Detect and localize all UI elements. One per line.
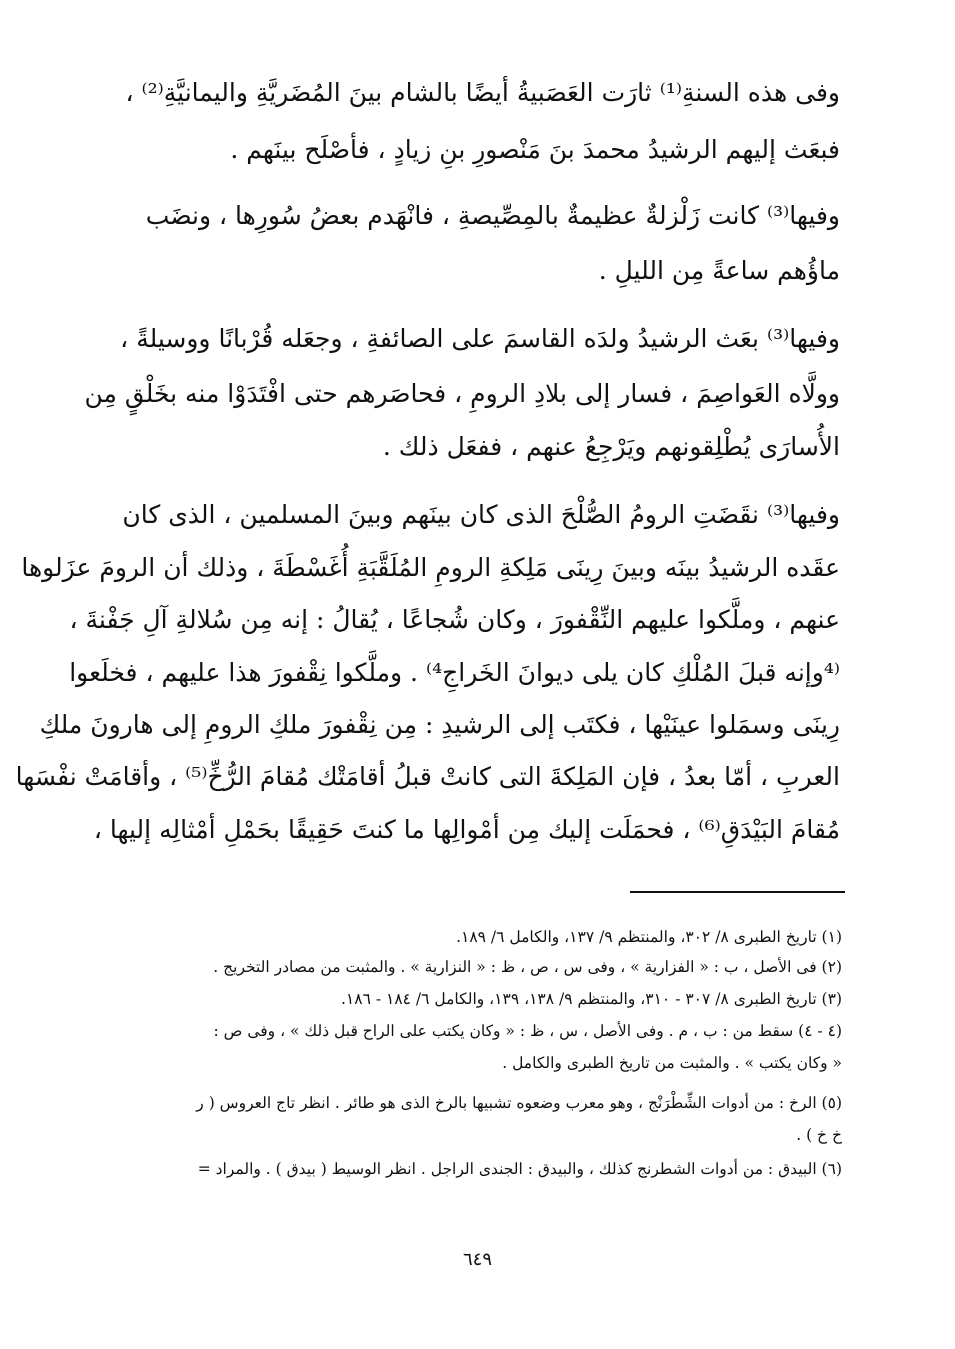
text-line: عقَده الرشيدُ بينَه وبينَ رِينَى مَلِكةِ الرومِ المُلَقَّبَةِ أُغَسْطَةَ ، وذلك أن الرومَ عزَلوها <box>21 553 840 582</box>
footnote: (٣) تاريخ الطبرى ٨/ ٣٠٧ - ٣١٠، والمنتظم ٩/ ١٣٨، ١٣٩، والكامل ٦/ ١٨٤ - ١٨٦. <box>340 990 842 1008</box>
text-line: الأُسارَى يُطْلِقونهم ويَرْجِعُ عنهم ، ففعَل ذلك . <box>382 432 840 461</box>
page-number: ٦٤٩ <box>462 1249 492 1270</box>
text-line: مُقامَ البَيْدَقِ⁽⁶⁾ ، فحمَلَت إليك مِن أمْوالِها ما كنتَ حَقِيقًا بحَمْلِ أمْثالِه إليها ، <box>93 815 840 844</box>
text-line: ماؤُهم ساعةً مِن الليلِ . <box>598 256 840 285</box>
footnote: (٦) البيدق : من أدوات الشطرنج كذلك ، والبيدق : الجندى الراجل . انظر الوسيط ( بيدق ) . والمراد = <box>197 1160 842 1178</box>
text-line: وفيها⁽³⁾ بعَث الرشيدُ ولدَه القاسمَ على الصائفةِ ، وجعَله قُرْبانًا ووسيلةً ، <box>120 324 840 353</box>
text-line: وولَّاه العَواصِمَ ، فسار إلى بلادِ الرومِ ، فحاصَرهم حتى افْتَدَوْا منه بخَلْقٍ مِن <box>84 379 840 408</box>
text-line: رِينَى وسمَلوا عينَيْها ، فكتَب إلى الرشيدِ : مِن نِقْفورَ ملكِ الرومِ إلى هارونَ ملكِ <box>39 710 840 739</box>
footnote: (٤ - ٤) سقط من : ب ، م . وفى الأصل ، س ، ظ : « وكان يكتب على الراح قبل ذلك » ، وفى ص : <box>213 1022 842 1040</box>
footnote: (٢) فى الأصل ، ب : « الفزارية » ، وفى س ، ص ، ظ : « النزارية » . والمثبت من مصادر التخريج . <box>213 958 842 976</box>
text-line: العربِ ، أمّا بعدُ ، فإن المَلِكةَ التى كانتْ قبلُ أقامَتْك مُقامَ الرُّخِّ⁽⁵⁾ ، وأقامَتْ نفْسَها <box>15 762 840 791</box>
footnote: (٥) الرخ : من أدوات الشِّطْرَنْج ، وهو معرب وضعوه تشبيها بالرخ الذى هو طائر . انظر تاج العروس ( ر <box>196 1094 842 1112</box>
footnote: (١) تاريخ الطبرى ٨/ ٣٠٢، والمنتظم ٩/ ١٣٧، والكامل ٦/ ١٨٩. <box>456 928 842 946</box>
text-line: وفيها⁽³⁾ نقَضَتِ الرومُ الصُّلْحَ الذى كان بينَهم وبينَ المسلمين ، الذى كان <box>122 500 840 529</box>
text-line: فبعَث إليهم الرشيدُ محمدَ بنَ مَنْصورِ بنِ زيادٍ ، فأصْلَح بينَهم . <box>230 135 840 164</box>
text-line: ⁽⁴وإنه قبلَ المُلْكِ كان يلى ديوانَ الخَراجِ⁴⁾ . وملَّكوا نِقْفورَ هذا عليهم ، فخلَعوا <box>69 658 840 687</box>
footnote: خ خ ) . <box>796 1126 842 1144</box>
footnote: « وكان يكتب » . والمثبت من تاريخ الطبرى والكامل . <box>502 1054 842 1072</box>
footnote-separator <box>630 891 845 893</box>
text-line: وفى هذه السنةِ⁽¹⁾ ثارَت العَصَبيةُ أيضًا بالشام بينَ المُضَريَّةِ واليمانيَّةِ⁽²⁾ ، <box>125 78 840 107</box>
text-line: وفيها⁽³⁾ كانت زَلْزلةٌ عظيمةٌ بالمِصِّيصةِ ، فانْهَدم بعضُ سُورِها ، ونضَب <box>145 201 840 230</box>
text-line: عنهم ، وملَّكوا عليهم النِّقْفورَ ، وكان شُجاعًا ، يُقالُ : إنه مِن سُلالةِ آلِ جَفْنةَ ، <box>69 605 840 634</box>
